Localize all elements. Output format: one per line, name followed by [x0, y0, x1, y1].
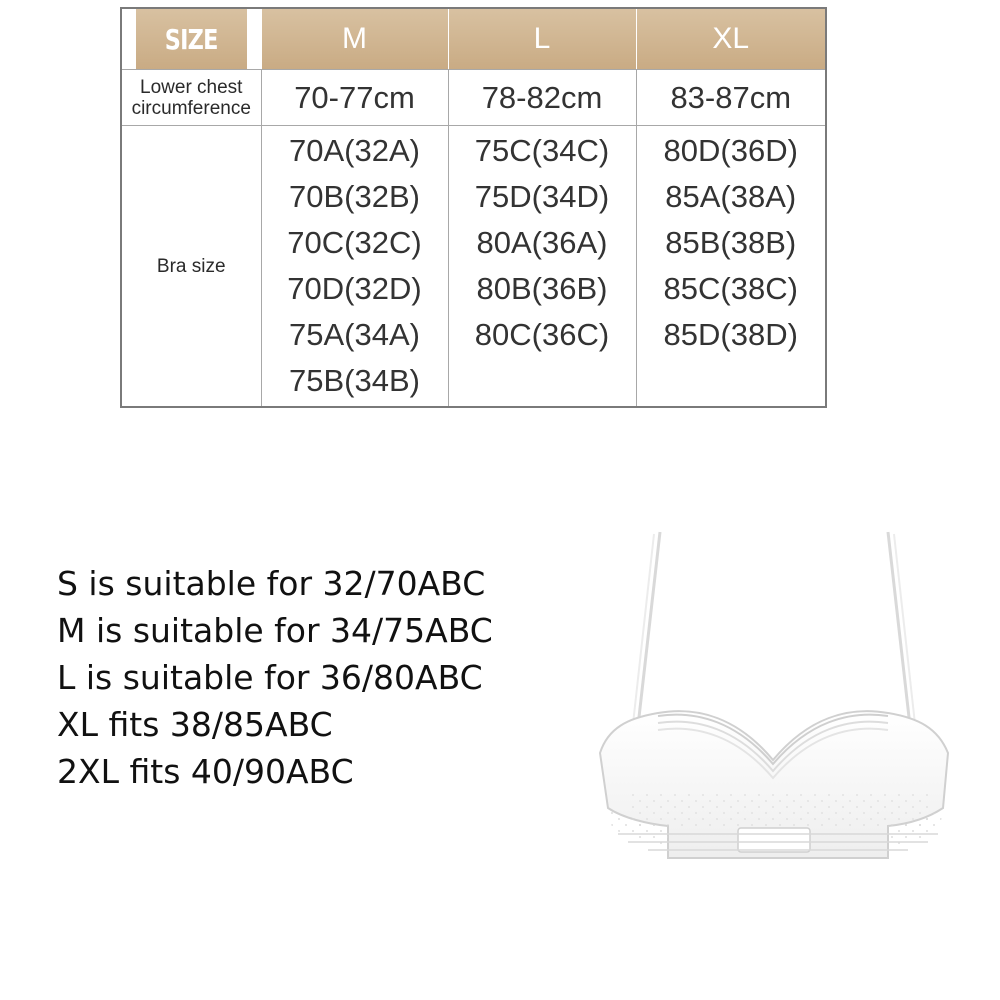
bra-size-item: 80C(36C): [474, 317, 610, 352]
bra-size-row: [121, 126, 826, 408]
bra-size-item: 70C(32C): [287, 225, 422, 260]
size-header-row: [121, 8, 826, 70]
lower-chest-label: [121, 70, 261, 126]
size-header-l: L: [448, 8, 636, 70]
lower-chest-row: [121, 70, 826, 126]
bra-size-item: 80D(36D): [663, 133, 798, 168]
lower-chest-label-line2: circumference: [131, 97, 251, 119]
bra-size-item: 85B(38B): [665, 225, 797, 260]
bra-size-item: 85C(38C): [663, 271, 798, 306]
center-clasp: [738, 828, 810, 852]
bra-illustration: [588, 528, 968, 880]
fit-note: S is suitable for 32/70ABC: [57, 564, 486, 603]
bra-size-item: 80B(36B): [476, 271, 608, 306]
bra-size-item: 70D(32D): [287, 271, 422, 306]
lower-chest-xl: 83-87cm: [636, 70, 826, 126]
bra-size-l-cell: [448, 126, 636, 408]
bra-size-item: 85A(38A): [665, 179, 797, 214]
bra-size-item: 75B(34B): [289, 363, 420, 398]
bra-size-item: 75C(34C): [474, 133, 610, 168]
bra-size-item: 80A(36A): [476, 225, 608, 260]
size-chart-table: [120, 7, 827, 408]
bra-size-xl-cell: [636, 126, 826, 408]
size-header-xl: XL: [636, 8, 826, 70]
bra-size-item: 70A(32A): [289, 133, 420, 168]
lower-chest-m: 70-77cm: [261, 70, 448, 126]
size-header-m: M: [261, 8, 448, 70]
fit-note: XL fits 38/85ABC: [57, 705, 333, 744]
bra-size-item: 70B(32B): [289, 179, 420, 214]
bra-size-item: 75D(34D): [474, 179, 610, 214]
fit-note: 2XL fits 40/90ABC: [57, 752, 354, 791]
fit-note: M is suitable for 34/75ABC: [57, 611, 493, 650]
bra-size-m-cell: [261, 126, 448, 408]
lower-chest-l: 78-82cm: [448, 70, 636, 126]
bra-size-label: Bra size: [121, 126, 261, 408]
strap-left: [638, 532, 660, 726]
fit-note: L is suitable for 36/80ABC: [57, 658, 483, 697]
product-photo: [588, 528, 968, 880]
size-header-label: SIZE: [135, 8, 247, 70]
bra-size-item: 85D(38D): [663, 317, 798, 352]
lower-chest-label-line1: Lower chest: [140, 76, 243, 98]
strap-right: [888, 532, 910, 726]
fit-notes-list: [57, 560, 493, 795]
bra-size-item: 75A(34A): [289, 317, 420, 352]
